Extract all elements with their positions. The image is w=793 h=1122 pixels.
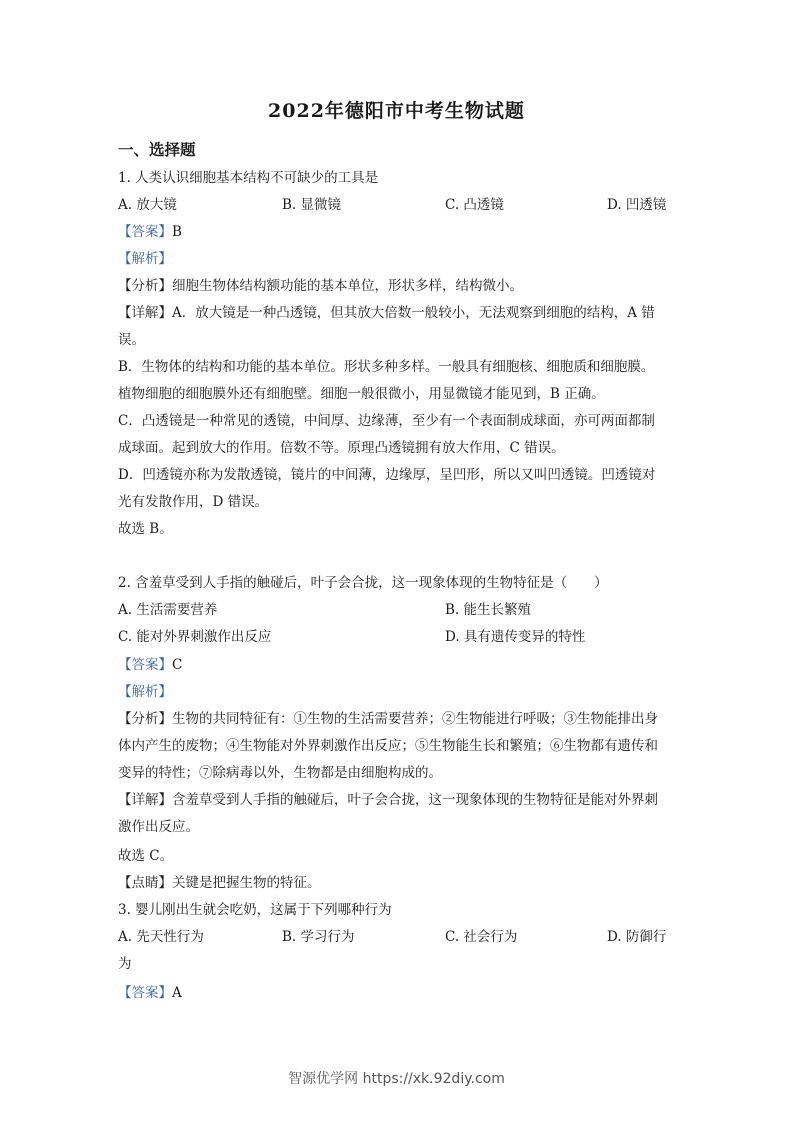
- fenxi-tag: 【分析】: [118, 278, 172, 294]
- q3-stem: 3. 婴儿刚出生就会吃奶，这属于下列哪种行为: [118, 902, 392, 918]
- q2-fenxi: [118, 709, 658, 729]
- q2-conclusion: 故选 C。: [118, 848, 174, 864]
- answer-tag: 【答案】: [118, 657, 172, 673]
- answer-tag: 【答案】: [118, 224, 172, 240]
- fenxi-text: 生物的共同特征有：①生物的生活需要营养；②生物能进行呼吸；③生物能排出身: [172, 711, 658, 727]
- q1-stem: 1. 人类认识细胞基本结构不可缺少的工具是: [118, 170, 379, 186]
- section-heading: 一、选择题: [118, 140, 196, 159]
- q1-line: C．凸透镜是一种常见的透镜，中间厚、边缘薄，至少有一个表面制成球面，亦可两面都制: [118, 413, 655, 429]
- answer-value: B: [172, 224, 182, 240]
- q1-line: D．凹透镜亦称为发散透镜，镜片的中间薄，边缘厚，呈凹形，所以又叫凹透镜。凹透镜对: [118, 467, 656, 483]
- q2-line: 激作出反应。: [118, 819, 199, 835]
- q1-line: 植物细胞的细胞膜外还有细胞壁。细胞一般很微小，用显微镜才能见到，B 正确。: [118, 386, 605, 402]
- q3-option-wrap: 为: [118, 956, 132, 972]
- q1-option-d: D. 凹透镜: [607, 197, 667, 213]
- q1-option-a: A. 放大镜: [118, 197, 177, 213]
- q2-option-d: D. 具有遗传变异的特性: [445, 629, 586, 645]
- q1-line: 成球面。起到放大的作用。倍数不等。原理凸透镜拥有放大作用，C 错误。: [118, 440, 565, 456]
- q2-line: 体内产生的废物；④生物能对外界刺激作出反应；⑤生物能生长和繁殖；⑥生物都有遗传和: [118, 738, 658, 754]
- q2-option-b: B. 能生长繁殖: [445, 602, 532, 618]
- q2-option-c: C. 能对外界刺激作出反应: [118, 629, 272, 645]
- fenxi-text: 细胞生物体结构额功能的基本单位，形状多样，结构微小。: [172, 278, 523, 294]
- q2-option-a: A. 生活需要营养: [118, 602, 218, 618]
- q1-conclusion: 故选 B。: [118, 521, 173, 537]
- fenxi-tag: 【分析】: [118, 711, 172, 727]
- answer-tag: 【答案】: [118, 985, 172, 1001]
- q2-answer: [118, 655, 182, 675]
- footer-watermark: 智源优学网 https://xk.92diy.com: [288, 1071, 505, 1087]
- xiangjie-text: 含羞草受到人手指的触碰后，叶子会合拢，这一现象体现的生物特征是能对外界刺: [172, 792, 658, 808]
- q1-answer: [118, 222, 182, 242]
- q1-xiangjie: [118, 303, 655, 323]
- dianjing-text: 关键是把握生物的特征。: [172, 875, 321, 891]
- q1-fenxi: [118, 276, 523, 296]
- xiangjie-text: A．放大镜是一种凸透镜，但其放大倍数一般较小，无法观察到细胞的结构，A 错: [172, 305, 655, 321]
- q2-line: 变异的特性；⑦除病毒以外，生物都是由细胞构成的。: [118, 765, 442, 781]
- q3-option-c: C. 社会行为: [445, 929, 518, 945]
- q2-xiangjie: [118, 790, 658, 810]
- answer-value: A: [172, 985, 182, 1001]
- q2-stem: 2. 含羞草受到人手指的触碰后，叶子会合拢，这一现象体现的生物特征是（ ）: [118, 575, 608, 591]
- q3-answer: [118, 983, 182, 1003]
- dianjing-tag: 【点睛】: [118, 875, 172, 891]
- q3-option-b: B. 学习行为: [282, 929, 355, 945]
- xiangjie-tag: 【详解】: [118, 792, 172, 808]
- q1-line: 光有发散作用，D 错误。: [118, 494, 269, 510]
- q3-option-a: A. 先天性行为: [118, 929, 204, 945]
- q1-analysis-tag: 【解析】: [118, 251, 172, 267]
- q2-analysis-tag: 【解析】: [118, 684, 172, 700]
- q1-line: 误。: [118, 332, 145, 348]
- q3-option-d: D. 防御行: [607, 929, 667, 945]
- q1-option-b: B. 显微镜: [282, 197, 342, 213]
- q2-dianjing: [118, 873, 321, 893]
- answer-value: C: [172, 657, 183, 673]
- q1-line: B．生物体的结构和功能的基本单位。形状多种多样。一般具有细胞核、细胞质和细胞膜。: [118, 359, 655, 375]
- q1-option-c: C. 凸透镜: [445, 197, 504, 213]
- xiangjie-tag: 【详解】: [118, 305, 172, 321]
- page-title: 2022年德阳市中考生物试题: [268, 100, 525, 122]
